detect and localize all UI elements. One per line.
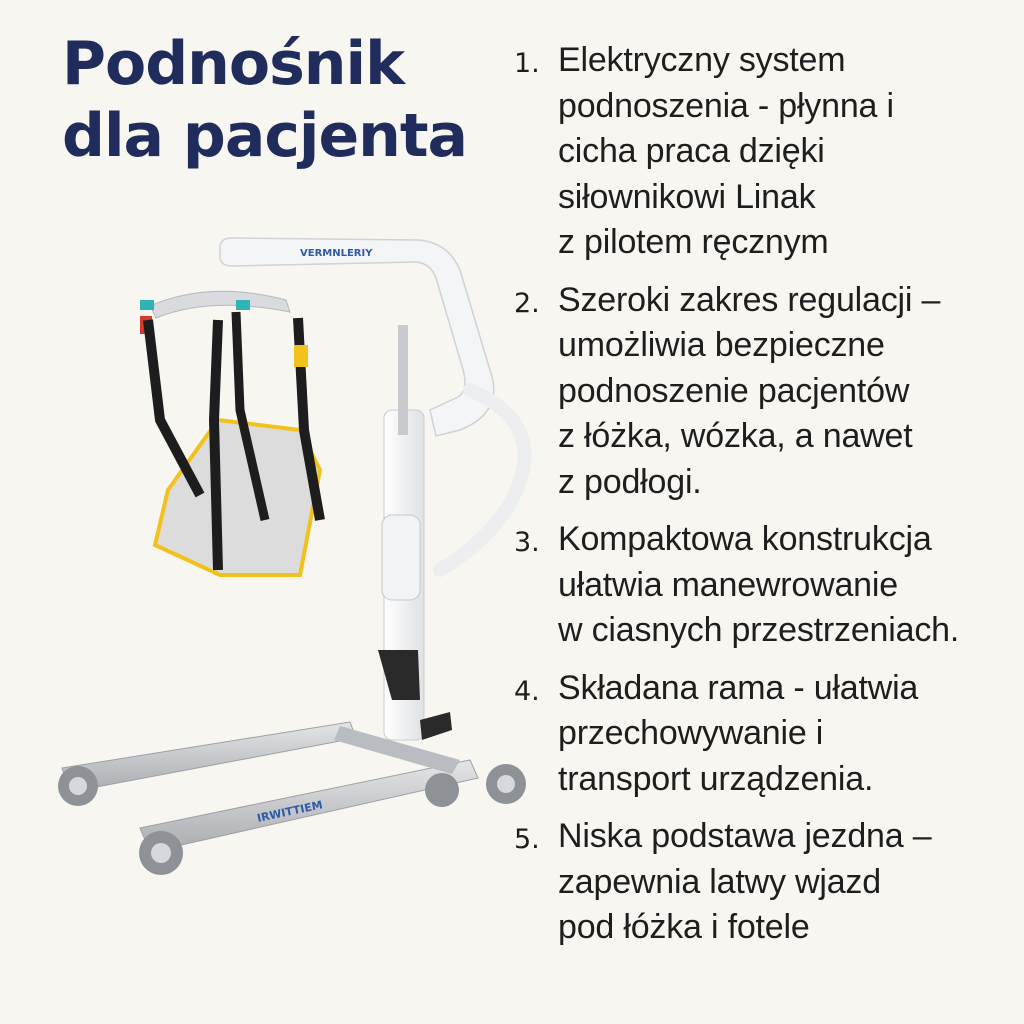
feature-number: 2. xyxy=(514,287,540,319)
wheel-rear-right xyxy=(425,773,459,807)
actuator-motor xyxy=(382,515,420,600)
feature-item-4 xyxy=(514,666,1019,803)
feature-item-5 xyxy=(514,814,1019,951)
feature-text: Niska podstawa jezdna – zapewnia latwy wjazd pod łóżka i fotele xyxy=(558,817,932,946)
feature-text: Kompaktowa konstrukcja ułatwia manewrowanie w ciasnych przestrzeniach. xyxy=(558,520,960,649)
boom-arm xyxy=(220,238,494,436)
feature-number: 1. xyxy=(514,48,540,79)
feature-number: 5. xyxy=(514,824,540,855)
base-brand-label: IRWITTIEM xyxy=(255,798,324,825)
base-rear-leg xyxy=(62,722,356,792)
page-title xyxy=(62,28,502,172)
feature-item-3 xyxy=(514,517,1019,654)
boom-brand-label: VERMNLERIY xyxy=(300,248,373,259)
clip-teal-right xyxy=(236,300,250,310)
title-line-2: dla pacjenta xyxy=(62,101,468,171)
feature-text: Składana rama - ułatwia przechowywanie i transport urządzenia. xyxy=(558,668,919,798)
feature-item-1 xyxy=(514,38,1019,266)
sling-seat xyxy=(155,420,320,575)
spreader-bar xyxy=(150,291,290,318)
sling-assembly xyxy=(140,291,320,575)
brake-lever xyxy=(420,712,452,740)
base-frame xyxy=(62,722,478,852)
strap-middle xyxy=(214,320,218,570)
actuator-rod xyxy=(398,325,408,435)
strap-yellow-tab xyxy=(294,345,308,367)
feature-text: Elektryczny system podnoszenia - płynna i cicha praca dzięki siłownikowi Linak z pilotem ręcznym xyxy=(558,41,894,261)
feature-text: Szeroki zakres regulacji – umożliwia bezpieczne podnoszenie pacjentów z łóżka, wózka, a nawet z podłogi. xyxy=(558,280,941,501)
clip-teal-left xyxy=(140,300,154,310)
lift-mast xyxy=(378,325,452,740)
title-line-1: Podnośnik xyxy=(62,29,404,99)
feature-list xyxy=(514,38,1019,963)
feature-number: 4. xyxy=(514,675,540,707)
patient-lift-illustration xyxy=(40,225,540,885)
feature-item-2 xyxy=(514,278,1019,506)
feature-number: 3. xyxy=(514,527,540,558)
